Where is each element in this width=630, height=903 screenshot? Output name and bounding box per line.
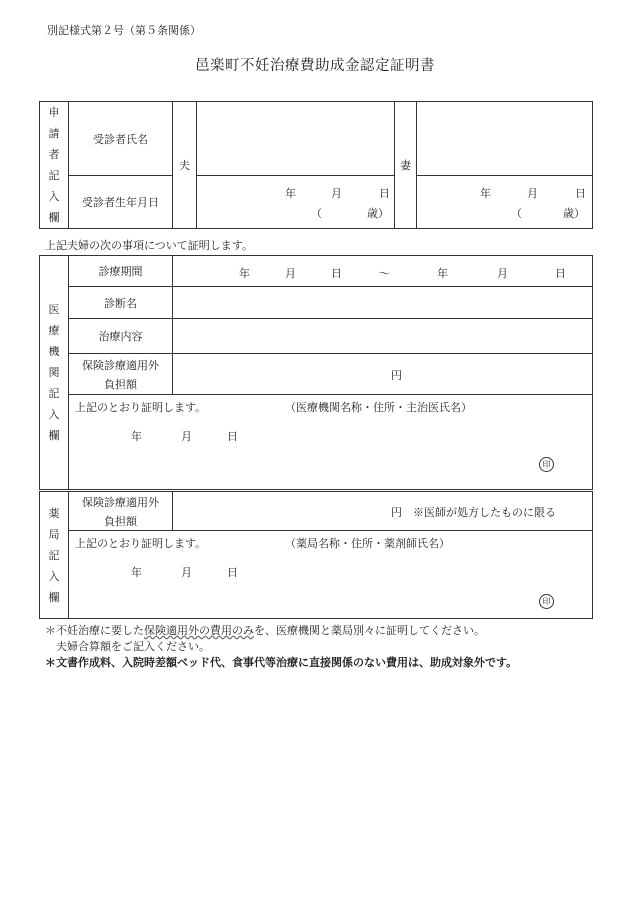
diagnosis-field[interactable]: [173, 287, 593, 319]
pharmacy-yen: 円: [391, 506, 402, 519]
wife-birth-field[interactable]: [417, 176, 593, 229]
treatment-field[interactable]: [173, 319, 593, 354]
applicant-table: [39, 101, 593, 229]
period-label: 診療期間: [69, 256, 173, 287]
pharmacy-yen-note: ※医師が処方したものに限る: [413, 506, 556, 519]
treatment-label: 治療内容: [69, 319, 173, 354]
pharmacy-certify-area[interactable]: [69, 531, 593, 619]
wife-day: 日: [575, 187, 586, 201]
applicant-section-label: 申 請 者 記 入 欄: [40, 102, 69, 229]
pharmacy-date-day: 日: [227, 566, 238, 579]
husband-age-close: 歳）: [367, 207, 389, 221]
note-1: ＊不妊治療に要した保険適用外の費用のみを、医療機関と薬局別々に証明してください。: [45, 624, 485, 637]
pharmacy-section-label: 薬 局 記 入 欄: [40, 492, 69, 619]
husband-birth-field[interactable]: [197, 176, 395, 229]
period-start-month: 月: [285, 267, 296, 280]
note-1-line-2: 夫婦合算額をご記入ください。: [56, 640, 210, 653]
medical-date-day: 日: [227, 430, 238, 443]
pharmacy-certify-text: 上記のとおり証明します。: [75, 537, 207, 550]
medical-date-year: 年: [131, 430, 142, 443]
wife-year: 年: [480, 187, 491, 201]
wife-name-field[interactable]: [417, 102, 593, 176]
period-start-day: 日: [331, 267, 342, 280]
wife-age-open: （: [511, 207, 522, 221]
wife-label: 妻: [395, 102, 417, 229]
pharmacy-date-year: 年: [131, 566, 142, 579]
medical-certify-area[interactable]: [69, 395, 593, 490]
period-end-year: 年: [437, 267, 448, 280]
medical-section-label: 医 療 機 関 記 入 欄: [40, 256, 69, 490]
intro-text: 上記夫婦の次の事項について証明します。: [45, 239, 253, 252]
medical-cost-label: 保険診療適用外 負担額: [69, 354, 173, 395]
pharmacy-cost-field[interactable]: [173, 492, 593, 531]
wife-month: 月: [527, 187, 538, 201]
pharmacy-date-month: 月: [181, 566, 192, 579]
pharmacy-seal-icon: 印: [539, 594, 554, 609]
husband-month: 月: [331, 187, 342, 201]
medical-institution-note: （医療機関名称・住所・主治医氏名）: [285, 401, 472, 414]
husband-day: 日: [379, 187, 390, 201]
period-field[interactable]: [173, 256, 593, 287]
form-number: 別記様式第２号（第５条関係）: [47, 24, 201, 37]
period-end-month: 月: [497, 267, 508, 280]
pharmacy-note: （薬局名称・住所・薬剤師氏名）: [285, 537, 450, 550]
document-title: 邑楽町不妊治療費助成金認定証明書: [195, 58, 435, 74]
pharmacy-table: [39, 491, 593, 619]
period-start-year: 年: [239, 267, 250, 280]
medical-cost-field[interactable]: [173, 354, 593, 395]
period-tilde: ～: [379, 267, 390, 280]
note-1-emphasis: 保険適用外の費用のみ: [144, 624, 254, 637]
husband-year: 年: [285, 187, 296, 201]
birth-label: 受診者生年月日: [69, 176, 173, 229]
wife-age-close: 歳）: [563, 207, 585, 221]
medical-date-month: 月: [181, 430, 192, 443]
diagnosis-label: 診断名: [69, 287, 173, 319]
name-label: 受診者氏名: [69, 102, 173, 176]
husband-name-field[interactable]: [197, 102, 395, 176]
husband-label: 夫: [173, 102, 197, 229]
period-end-day: 日: [555, 267, 566, 280]
medical-table: [39, 255, 593, 490]
husband-age-open: （: [311, 207, 322, 221]
medical-certify-text: 上記のとおり証明します。: [75, 401, 207, 414]
medical-yen: 円: [391, 369, 402, 382]
pharmacy-cost-label: 保険診療適用外 負担額: [69, 492, 173, 531]
medical-seal-icon: 印: [539, 457, 554, 472]
note-2: ＊文書作成料、入院時差額ベッド代、食事代等治療に直接関係のない費用は、助成対象外です。: [45, 656, 518, 669]
